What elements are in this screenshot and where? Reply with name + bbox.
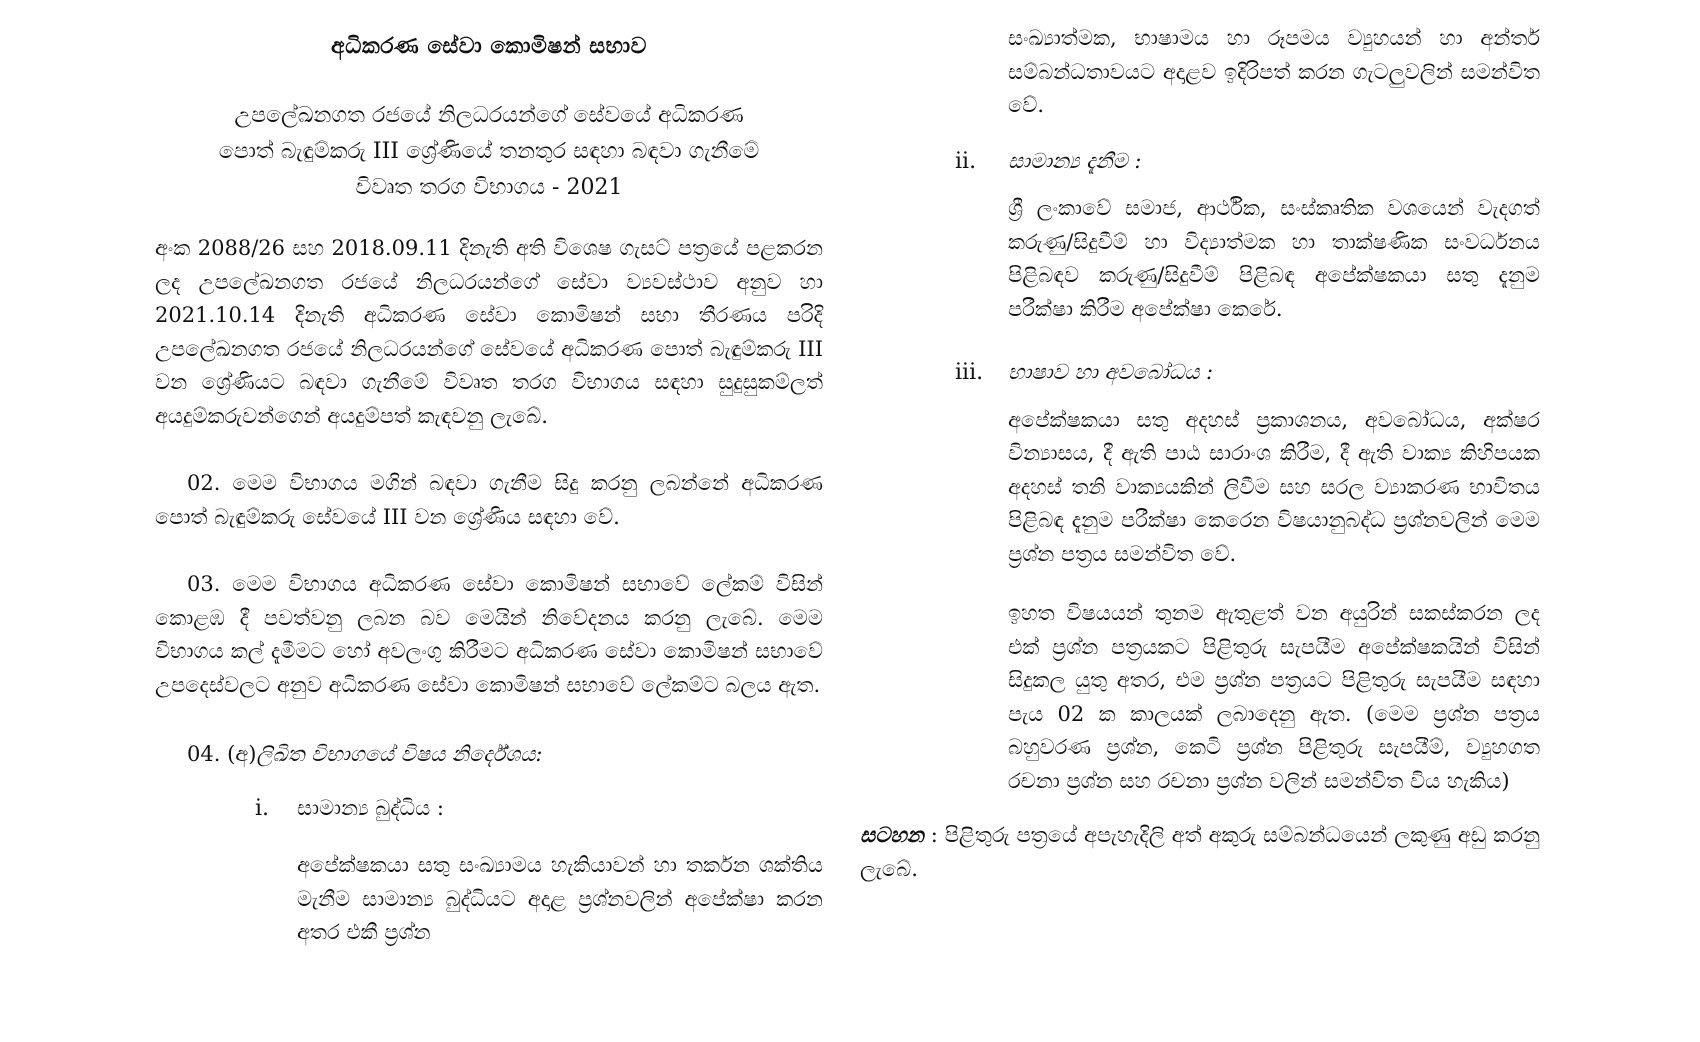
document-title: අධිකරණ සේවා කොමිෂන් සභාව: [331, 33, 647, 59]
item-iii-numeral: iii.: [955, 360, 984, 385]
note-separator: :: [923, 823, 945, 847]
intro-paragraph: අංක 2088/26 සහ 2018.09.11 දිනැති අති විශෙෂ ගැසට් පත්‍රයේ පළකරන ලද උපලේඛනගත රජයේ නිලධරයන්ගේ සේවා ව්‍යවස්ථාව අනුව හා 2021.10.14 දිනැති අධිකරණ සේවා කොමිෂන් සභා තීරණය පරිදි උපලේඛනගත රජයේ නිලධරයන්ගේ සේවයේ අධිකරණ පොත් බැඳුම්කරු III වන ශ්‍රේණියට බඳවා ගැනීමේ විවෘත තරග විභාගය සඳහා සුදුසුකම්ලත් අයදුම්කරුවන්ගෙන් අයදුම්පත් කැඳවනු ලැබේ.: [155, 236, 823, 428]
item-ii-title: සාමාන්‍ය දැනීම :: [1008, 148, 1142, 173]
right-column: [860, 18, 1540, 886]
item-iii-body: අපේක්ෂකයා සතු අදහස් ප්‍රකාශනය, අවබෝධය, අක්ෂර වින්‍යාසය, දී ඇති පාඨ සාරාංශ කිරීම, දී ඇති වාක්‍ය කිහිපයක අදහස් තනි වාක්‍යයකින් ලිවීම සහ සරල ව්‍යාකරණ භාවිතය පිළිබඳ දැනුම පරීක්ෂා කෙරෙන විෂයානුබද්ධ ප්‍රශ්නවලින් මෙම ප්‍රශ්න පත්‍රය සමන්විත වේ.: [1008, 407, 1540, 566]
paragraph-03: 03. මෙම විභාගය අධිකරණ සේවා කොමිෂන් සභාවේ ලේකම් විසින් කොළඹ දී පවත්වනු ලබන බව මෙයින් නිවේදනය කරනු ලැබේ. මෙම විභාගය කල් දැමීමට හෝ අවලංගු කිරීමට අධිකරණ සේවා කොමිෂන් සභාවේ උපදෙස්වලට අනුව අධිකරණ සේවා කොමිෂන් සභාවේ ලේකම්ට බලය ඇත.: [155, 572, 823, 697]
left-column: [155, 18, 823, 950]
item-ii-numeral: ii.: [955, 148, 977, 174]
item-ii-body: ශ්‍රී ලංකාවේ සමාජ, ආර්ථික, සංස්කෘතික වශයෙන් වැදගත් කරුණු/සිදුවීම් හා විද්‍යාත්මක හා තාක්ෂණික සංවර්ධනය පිළිබඳව කරුණු/සිදුවීම් පිළිබඳ අපේක්ෂකයා සතු දැනුම පරීක්ෂා කිරීම අපේක්ෂා කෙරේ.: [1008, 196, 1540, 321]
item-i-body: අපේක්ෂකයා සතු සංඛ්‍යාමය හැකියාවන් හා තර්කන ශක්තිය මැනීම සාමාන්‍ය බුද්ධියට අදාළ ප්‍රශ්නවලින් අපේක්ෂා කරන අතර එකී ප්‍රශ්න: [297, 853, 823, 944]
syllabus-item-i: [155, 792, 823, 950]
section-04-heading: [155, 738, 823, 772]
item-iii-title: භාෂාව හා අවබෝධය :: [1008, 360, 1214, 384]
closing-paragraph: ඉහත විෂයයන් තුනම ඇතුළත් වන අයුරින් සකස්කරන ලද එක් ප්‍රශ්න පත්‍රයකට පිළිතුරු සැපයීම අපේක්ෂකයින් විසින් සිදුකල යුතු අතර, එම ප්‍රශ්න පත්‍රයට පිළිතුරු සැපයීම සඳහා පැය 02 ක කාලයක් ලබාදෙනු ඇත. (මෙම ප්‍රශ්න පත්‍රය බහුවරණ ප්‍රශ්න, කෙටි ප්‍රශ්න පිළිතුරු සැපයීම්, ව්‍යුහගත රචනා ප්‍රශ්න සහ රචනා ප්‍රශ්න වලින් සමන්විත විය හැකිය): [1008, 601, 1540, 793]
paragraph-02: 02. මෙම විභාගය මගින් බඳවා ගැනීම සිදු කරනු ලබන්නේ අධිකරණ පොත් බැඳුම්කරු සේවයේ III වන ශ්‍රේණිය සඳහා වේ.: [155, 471, 823, 529]
section-04-title: ලිඛිත විභාගයේ විෂය නිර්දේශය:: [256, 742, 543, 766]
document-subtitle: උපලේඛනගත රජයේ නිලධරයන්ගේ සේවයේ අධිකරණ පොත් බැඳුම්කරු III ශ්‍රේණියේ තනතුර සඳහා බඳවා ගැනීමේ විවෘත තරග විභාගය - 2021: [218, 103, 760, 200]
note-label: සටහන: [860, 822, 924, 847]
syllabus-item-iii: [860, 356, 1540, 571]
syllabus-item-ii: [860, 145, 1540, 327]
item-i-title: සාමාන්‍ය බුද්ධිය :: [297, 795, 444, 820]
note-paragraph: [860, 818, 1540, 886]
note-text: පිළිතුරු පත්‍රයේ අපැහැදිලි අත් අකුරු සම්බන්ධයෙන් ලකුණු අඩු කරනු ලැබේ.: [860, 823, 1540, 881]
item-i-continuation: සංඛ්‍යාත්මක, භාෂාමය හා රූපමය ව්‍යුහයන් හා අන්තර් සම්බන්ධතාවයට අදාළව ඉදිරිපත් කරන ගැටලුවලින් සමන්විත වේ.: [1008, 26, 1540, 117]
item-i-numeral: i.: [255, 795, 270, 821]
section-04-prefix: 04. (අ): [187, 742, 257, 766]
